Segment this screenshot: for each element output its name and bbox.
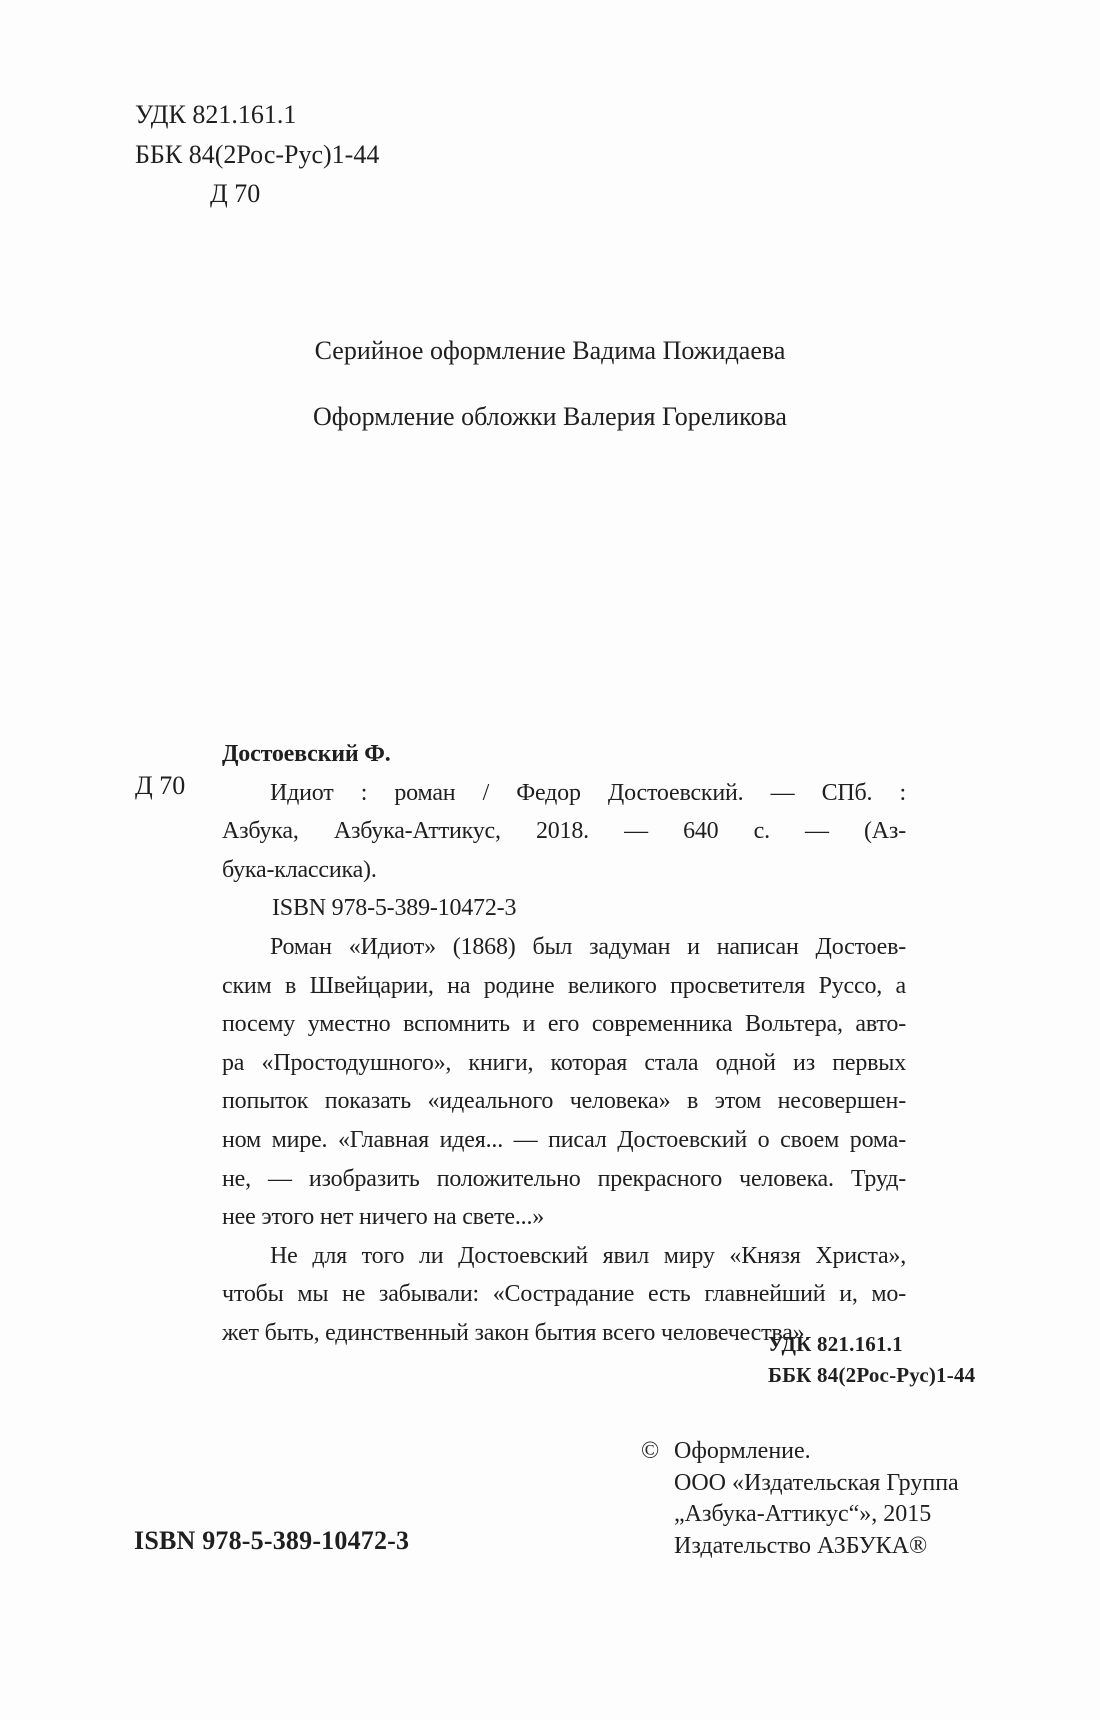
series-design-credit: Серийное оформление Вадима Пожидаева xyxy=(314,336,786,365)
annotation-line: Не для того ли Достоевский явил миру «Князя Христа», xyxy=(270,1242,906,1269)
bbk-code: ББК 84(2Рос-Рус)1-44 xyxy=(135,139,380,169)
annotation-line: жет быть, единственный закон бытия всего человечества». xyxy=(222,1319,811,1346)
bib-entry-line: Азбука, Азбука-Аттикус, 2018. — 640 с. — (Аз- xyxy=(222,818,906,845)
udk-code-bottom: УДК 821.161.1 xyxy=(768,1332,903,1356)
isbn-bottom: ISBN 978-5-389-10472-3 xyxy=(134,1526,410,1555)
author-sign-code: Д 70 xyxy=(210,179,261,208)
annotation-line: ра «Простодушного», книги, которая стала одной из первых xyxy=(222,1049,906,1076)
copyright-text: Оформление. xyxy=(674,1438,811,1464)
copyright-line: „Азбука-Аттикус“», 2015 xyxy=(674,1501,932,1527)
copyright-line: ООО «Издательская Группа xyxy=(674,1469,959,1496)
udk-code: УДК 821.161.1 xyxy=(135,100,297,129)
annotation-line: ским в Швейцарии, на родине великого просветителя Руссо, а xyxy=(222,972,906,999)
bib-entry-line: Идиот : роман / Федор Достоевский. — СПб. : xyxy=(270,779,906,806)
classification-block xyxy=(135,95,379,214)
copyright-line xyxy=(641,1436,959,1468)
bbk-code-bottom: ББК 84(2Рос-Рус)1-44 xyxy=(768,1362,976,1387)
copyright-symbol: © xyxy=(641,1438,660,1464)
publisher-line: Издательство АЗБУКА® xyxy=(674,1532,928,1559)
bibliographic-annotation xyxy=(222,735,906,1353)
author-heading: Достоевский Ф. xyxy=(222,741,391,767)
copyright-block xyxy=(641,1436,959,1562)
annotation-line: Роман «Идиот» (1868) был задуман и написан Достоев- xyxy=(270,933,906,960)
annotation-line: чтобы мы не забывали: «Сострадание есть главнейший и, мо- xyxy=(222,1281,906,1308)
isbn-line: ISBN 978-5-389-10472-3 xyxy=(272,895,517,922)
margin-author-sign-code: Д 70 xyxy=(135,771,186,800)
annotation-line: попыток показать «идеального человека» в этом несовершен- xyxy=(222,1088,906,1115)
bottom-classification-block xyxy=(768,1329,975,1390)
annotation-line: ном мире. «Главная идея... — писал Достоевский о своем рома- xyxy=(222,1126,906,1153)
annotation-line: нее этого нет ничего на свете...» xyxy=(222,1204,545,1231)
annotation-line: посему уместно вспомнить и его современника Вольтера, авто- xyxy=(222,1011,906,1038)
annotation-line: не, — изобразить положительно прекрасного человека. Труд- xyxy=(222,1165,906,1192)
cover-design-credit: Оформление обложки Валерия Гореликова xyxy=(313,402,787,431)
bib-entry-line: бука-классика). xyxy=(222,856,377,883)
